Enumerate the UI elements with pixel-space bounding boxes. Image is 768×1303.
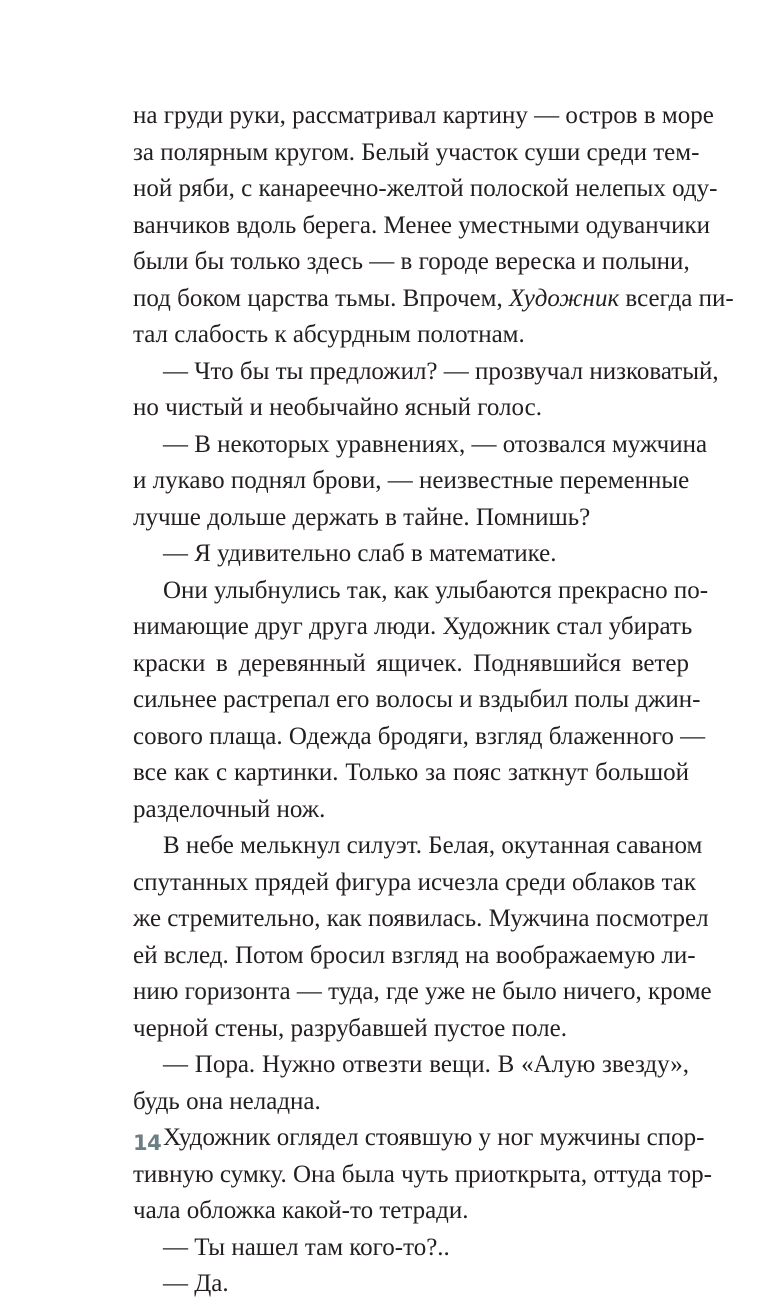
paragraph xyxy=(133,1230,689,1267)
text-line: лучше дольше держать в тайне. Помнишь? xyxy=(133,503,591,531)
text-line: но чистый и необычайно ясный голос. xyxy=(133,394,542,421)
text-line: чала обложка какой-то тетради. xyxy=(133,1197,469,1224)
paragraph xyxy=(133,354,719,427)
text-line: были бы только здесь — в городе вереска и полыни, xyxy=(133,248,690,275)
page-number: 14 xyxy=(133,1131,162,1155)
text-line: под боком царства тьмы. Впрочем, Художник всегда пи- xyxy=(133,284,734,312)
text-line: на груди руки, рассматривал картину — остров в море xyxy=(133,102,714,129)
text-line: за полярным кругом. Белый участок суши среди тем- xyxy=(133,138,700,166)
paragraph xyxy=(133,536,689,573)
paragraph xyxy=(133,1266,689,1303)
paragraph xyxy=(133,828,712,1047)
text-line: ей вслед. Потом бросил взгляд на воображаемую ли- xyxy=(133,941,696,969)
text-line: тивную сумку. Она была чуть приоткрыта, оттуда тор- xyxy=(133,1160,712,1188)
text-line: будь она неладна. xyxy=(133,1087,321,1115)
text-line: нимающие друг друга люди. Художник стал убирать xyxy=(133,613,693,640)
text-line: же стремительно, как появилась. Мужчина посмотрел xyxy=(133,905,709,932)
text-line: — Я удивительно слаб в математике. xyxy=(163,540,557,567)
text-line: — Да. xyxy=(163,1270,229,1297)
text-line: ной ряби, с канареечно-желтой полоской нелепых оду- xyxy=(133,175,718,202)
paragraph xyxy=(133,1120,712,1230)
text-line: спутанных прядей фигура исчезла среди облаков так xyxy=(133,868,697,896)
text-line: Они улыбнулись так, как улыбаются прекрасно по- xyxy=(163,576,709,604)
text-line: все как с картинки. Только за пояс заткнут большой xyxy=(133,759,689,786)
text-line: В небе мелькнул силуэт. Белая, окутанная саваном xyxy=(163,832,703,859)
paragraph xyxy=(133,98,734,354)
paragraph xyxy=(133,427,708,537)
text-line: — Пора. Нужно отвезти вещи. В «Алую звезду», xyxy=(163,1051,689,1078)
italic-word: Художник xyxy=(508,284,620,312)
text-line: — Ты нашел там кого-то?.. xyxy=(163,1233,450,1261)
text-line: — В некоторых уравнениях, — отозвался мужчина xyxy=(163,430,708,458)
text-line: разделочный нож. xyxy=(133,795,326,823)
paragraph xyxy=(133,1047,689,1120)
paragraph xyxy=(133,573,709,829)
text-line: сового плаща. Одежда бродяги, взгляд блаженного — xyxy=(133,722,706,750)
text-line: тал слабость к абсурдным полотнам. xyxy=(133,321,525,348)
text-line: нию горизонта — туда, где уже не было ничего, кроме xyxy=(133,978,712,1005)
text-line: краски в деревянный ящичек. Поднявшийся ветер xyxy=(133,649,689,677)
text-line: сильнее растрепал его волосы и вздыбил полы джин- xyxy=(133,686,701,713)
text-line: и лукаво поднял брови, — неизвестные переменные xyxy=(133,467,690,494)
text-line: — Что бы ты предложил? — прозвучал низковатый, xyxy=(163,357,719,385)
text-line: ванчиков вдоль берега. Менее уместными одуванчики xyxy=(133,211,711,239)
text-line: черной стены, разрубавшей пустое поле. xyxy=(133,1014,567,1042)
text-line: Художник оглядел стоявшую у ног мужчины спор- xyxy=(163,1124,705,1151)
body-text xyxy=(133,98,734,1303)
